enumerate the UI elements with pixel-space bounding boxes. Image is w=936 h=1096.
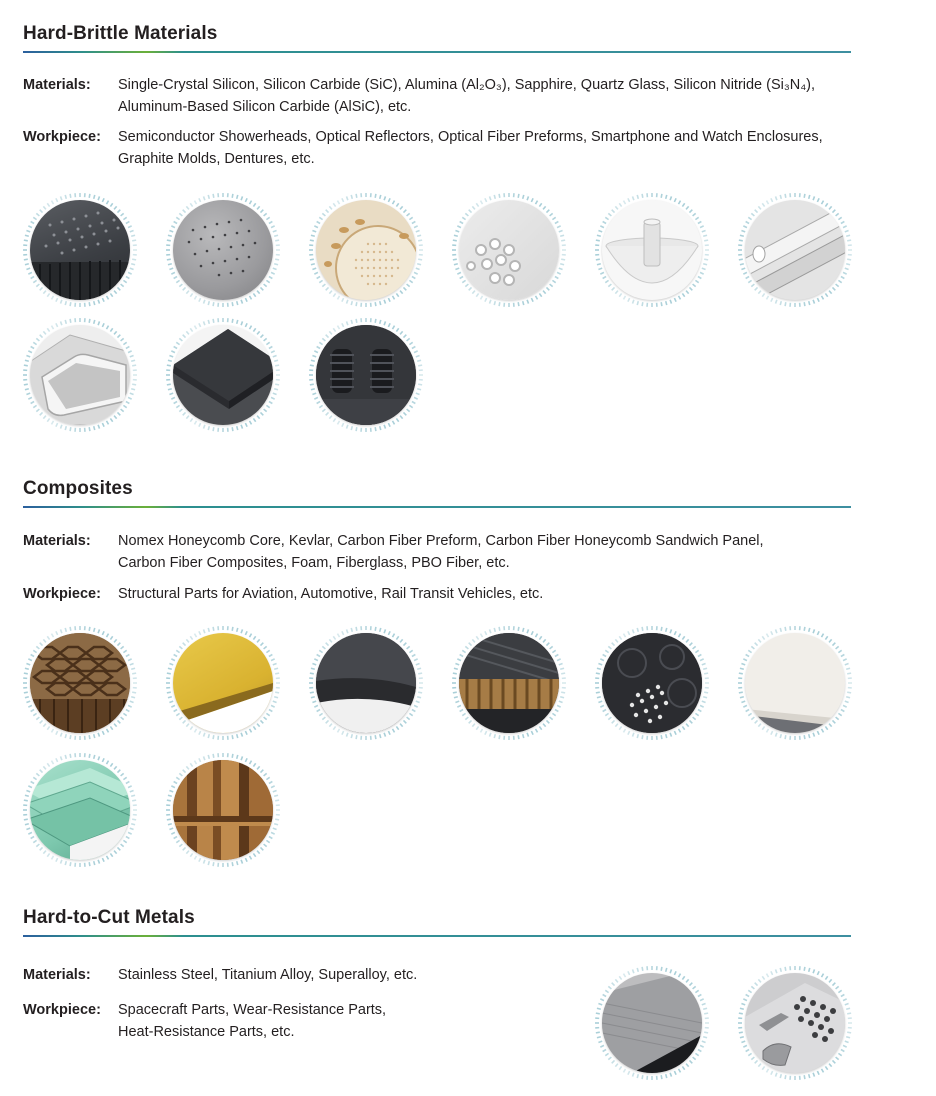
materials-line: Aluminum-Based Silicon Carbide (AlSiC), etc.	[118, 99, 412, 115]
material-image-glass-rods	[737, 192, 853, 308]
section-title: Composites	[23, 478, 133, 499]
section-divider	[23, 506, 851, 508]
material-image-silicon-block	[22, 192, 138, 308]
materials-line: Single-Crystal Silicon, Silicon Carbide (SiC), Alumina (Al₂O₃), Sapphire, Quartz Glass, Silicon Nitride (Si₃N₄),	[118, 77, 816, 93]
materials-label: Materials:	[23, 533, 91, 549]
material-image-fiberglass	[22, 752, 138, 868]
workpiece-line: Graphite Molds, Dentures, etc.	[118, 151, 315, 167]
materials-row	[23, 530, 863, 574]
material-image-carbon-preform	[308, 625, 424, 741]
material-image-phone-enclosure	[22, 317, 138, 433]
material-image-carbon-honeycomb-panel	[451, 625, 567, 741]
materials-text	[118, 964, 578, 986]
materials-line: Carbon Fiber Composites, Foam, Fiberglass, PBO Fiber, etc.	[118, 555, 510, 571]
workpiece-label: Workpiece:	[23, 1002, 101, 1018]
material-image-pbo-fiber	[165, 752, 281, 868]
workpiece-label: Workpiece:	[23, 586, 101, 602]
materials-text	[118, 530, 858, 574]
materials-label: Materials:	[23, 967, 91, 983]
workpiece-line: Semiconductor Showerheads, Optical Reflectors, Optical Fiber Preforms, Smartphone and Watch Enclosures,	[118, 129, 823, 145]
material-image-quartz-dome	[594, 192, 710, 308]
section-title: Hard-to-Cut Metals	[23, 907, 195, 928]
section-divider	[23, 51, 851, 53]
material-image-foam	[737, 625, 853, 741]
materials-row	[23, 74, 863, 118]
workpiece-row	[23, 583, 863, 605]
materials-label: Materials:	[23, 77, 91, 93]
workpiece-text	[118, 999, 578, 1043]
workpiece-row	[23, 999, 583, 1043]
section-title: Hard-Brittle Materials	[23, 23, 218, 44]
material-image-ceramic-showerhead	[308, 192, 424, 308]
material-image-holed-disc	[451, 192, 567, 308]
material-image-dark-plate	[165, 317, 281, 433]
workpiece-text	[118, 583, 858, 605]
material-image-titanium-part	[737, 965, 853, 1081]
materials-row	[23, 964, 583, 986]
section-divider	[23, 935, 851, 937]
material-image-perforated-plate	[165, 192, 281, 308]
material-image-carbon-composite	[594, 625, 710, 741]
materials-text	[118, 74, 858, 118]
workpiece-line: Heat-Resistance Parts, etc.	[118, 1024, 295, 1040]
section-hard-to-cut-metals	[23, 907, 851, 937]
workpiece-line: Structural Parts for Aviation, Automotive, Rail Transit Vehicles, etc.	[118, 586, 544, 602]
workpiece-line: Spacecraft Parts, Wear-Resistance Parts,	[118, 1002, 387, 1018]
material-image-kevlar	[165, 625, 281, 741]
section-hard-brittle	[23, 23, 851, 53]
material-image-nomex-honeycomb	[22, 625, 138, 741]
section-composites	[23, 478, 851, 508]
material-image-graphite-mold	[308, 317, 424, 433]
material-image-stainless-block	[594, 965, 710, 1081]
workpiece-text	[118, 126, 858, 170]
materials-line: Stainless Steel, Titanium Alloy, Superalloy, etc.	[118, 967, 418, 983]
materials-line: Nomex Honeycomb Core, Kevlar, Carbon Fiber Preform, Carbon Fiber Honeycomb Sandwich Panel,	[118, 533, 764, 549]
workpiece-label: Workpiece:	[23, 129, 101, 145]
workpiece-row	[23, 126, 863, 170]
